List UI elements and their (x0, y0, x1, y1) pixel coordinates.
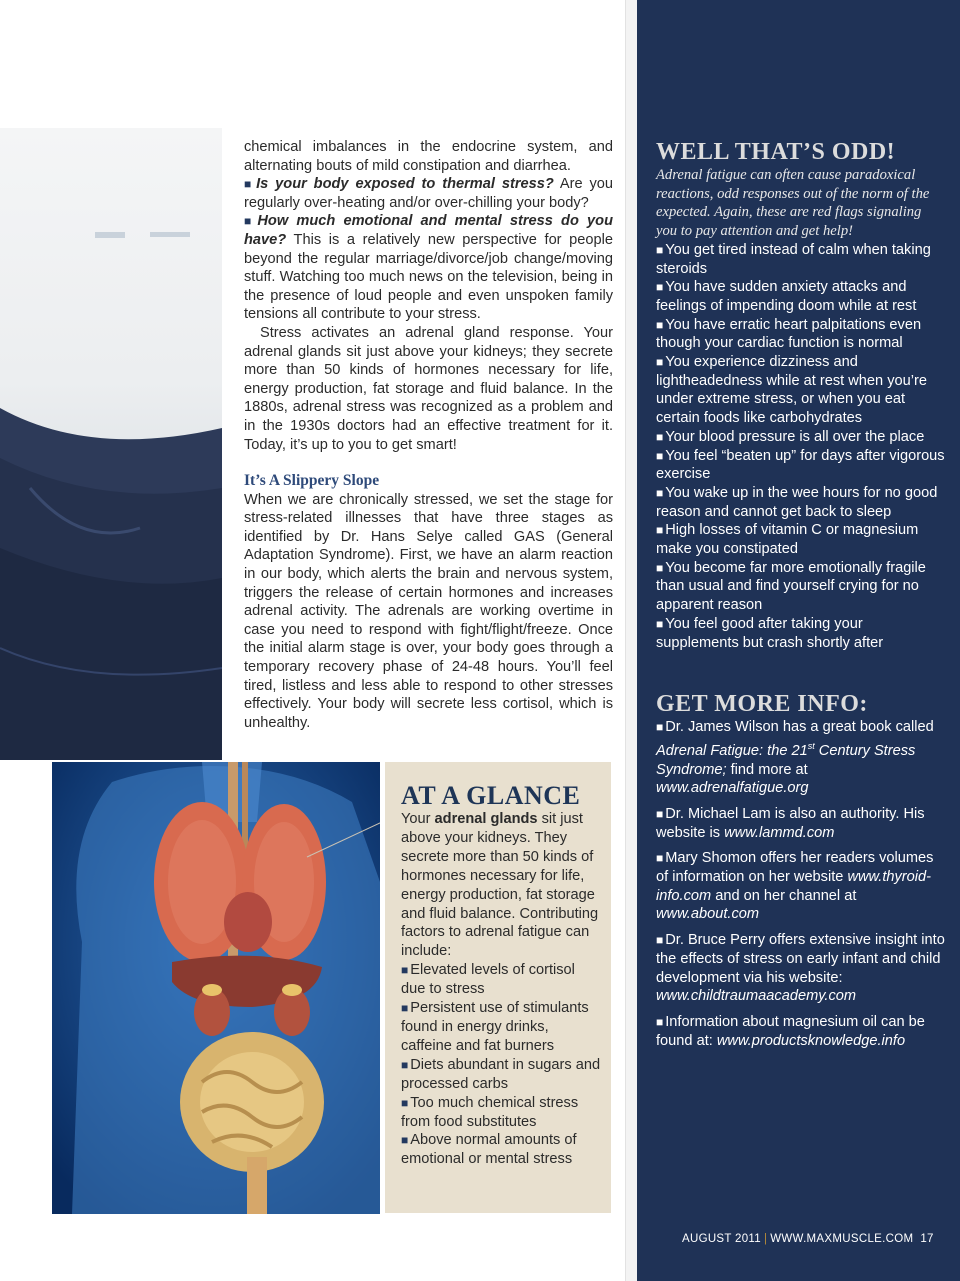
odd-item-text: High losses of vitamin C or magnesium make you constipated (656, 522, 919, 558)
glance-intro-c: sit just above your kidneys. They secrete more than 50 kinds of hormones necessary for life, energy production, fat storage and fluid balance. Contributing factors to adrenal fatigue can include: (401, 811, 599, 960)
bullet-square-icon: ■ (656, 1014, 664, 1029)
bullet-square-icon: ■ (656, 806, 664, 821)
footer-separator: | (763, 1233, 768, 1245)
odd-item-text: You get tired instead of calm when taking steroids (656, 241, 931, 277)
book-title-rest: Century Stress Syndrome; (656, 742, 916, 778)
odd-item-text: You feel good after taking your supplements but crash shortly after (656, 615, 884, 651)
list-item (656, 428, 946, 447)
section-heading: It’s A Slippery Slope (244, 472, 380, 490)
bullet-square-icon: ■ (656, 448, 664, 463)
bullet-square-icon: ■ (656, 280, 664, 295)
odd-intro: Adrenal fatigue can often cause paradoxical reactions, odd responses out of the norm of the expected. Again, these are red flags signaling you to pay attention and get help! (656, 167, 930, 240)
odd-title: WELL THAT’S ODD! (656, 139, 896, 165)
info-item-magnesium (656, 1013, 946, 1050)
bullet-square-icon: ■ (401, 1095, 409, 1110)
bullet-square-icon: ■ (656, 355, 664, 370)
bullet-square-icon: ■ (656, 523, 664, 538)
list-item (656, 615, 946, 652)
list-item (656, 278, 946, 315)
paragraph-stress: Stress activates an adrenal gland response. Your adrenal glands sit just above your kidneys; they secrete more than 50 kinds of hormones necessary for life, energy production, fat storage and fluid balance. In the 1880s, adrenal stress was recognized as a problem and in the 1930s doctors had an effective treatment for it. Today, it’s up to you to get smart! (244, 324, 613, 453)
bullet-square-icon: ■ (401, 1133, 409, 1148)
list-item (656, 521, 946, 558)
info-item-lam (656, 805, 946, 842)
info-text: Dr. Bruce Perry offers extensive insight into the effects of stress on early infant and child development via his website: (656, 932, 945, 986)
paragraph-endocrine: chemical imbalances in the endocrine system, and alternating bouts of mild constipation and diarrhea. (244, 139, 613, 174)
text-emotional: This is a relatively new perspective for people beyond the regular marriage/divorce/job change/moving stuff. Watching too much news on the television, being in the presence of loud people and even unspoken family tensions all contribute to your stress. (244, 231, 613, 323)
list-item (401, 1056, 601, 1094)
page-number: 17 (920, 1233, 934, 1245)
text-thermal: Are you regularly over-heating and/or over-chilling your body? (244, 176, 613, 211)
glance-intro-a: Your (401, 811, 435, 827)
shirt-photo-graphic (0, 128, 222, 760)
link-thyroid-info[interactable]: www.thyroid-info.com (656, 869, 931, 904)
anatomy-illustration (52, 762, 380, 1214)
page-footer (682, 1233, 934, 1245)
paragraph-thermal (244, 175, 613, 212)
book-title: Adrenal Fatigue: the 21 (656, 742, 808, 759)
info-item-wilson (656, 718, 946, 798)
question-thermal: Is your body exposed to thermal stress? (256, 176, 554, 193)
bullet-square-icon: ■ (656, 429, 664, 444)
list-item (401, 999, 601, 1056)
paragraph-emotional (244, 212, 613, 324)
glance-item-text: Elevated levels of cortisol due to stress (401, 962, 575, 998)
info-text: Dr. Michael Lam is also an authority. His website is (656, 805, 925, 841)
link-adrenalfatigue[interactable]: www.adrenalfatigue.org (656, 780, 809, 797)
info-item-shomon (656, 849, 946, 924)
glance-item-text: Above normal amounts of emotional or mental stress (401, 1132, 577, 1168)
bullet-square-icon: ■ (656, 851, 664, 866)
footer-issue: AUGUST 2011 (682, 1233, 761, 1245)
paragraph-slope: When we are chronically stressed, we set the stage for stress-related illnesses that have three stages as identified by Dr. Hans Selye called GAS (General Adaptation Syndrome). First, we have an alarm reaction in our body, which alerts the brain and nervous system, triggers the release of certain hormones and increases adrenal activity. The adrenals are working overtime in case you need to respond with fight/flight/freeze. Once the initial alarm stage is over, your body goes through a temporary recovery phase of 24-48 hours. You’ll feel tired, listless and less able to respond to other stresses effectively. Your body will secrete less cortisol, which is unhealthy. (244, 491, 613, 731)
odd-item-text: You wake up in the wee hours for no good reason and cannot get back to sleep (656, 484, 938, 520)
list-item (401, 961, 601, 999)
info-item-perry (656, 931, 946, 1006)
info-text: Information about magnesium oil can be found at: (656, 1013, 925, 1049)
list-item (656, 484, 946, 521)
bullet-square-icon: ■ (244, 177, 255, 192)
cover-photo (0, 128, 222, 760)
question-emotional: How much emotional and mental stress do you have? (244, 213, 614, 248)
info-title: GET MORE INFO: (656, 691, 868, 718)
bullet-square-icon: ■ (401, 1057, 409, 1072)
odd-item-text: You feel “beaten up” for days after vigorous exercise (656, 447, 945, 483)
bullet-square-icon: ■ (656, 720, 664, 735)
sidebar (637, 0, 960, 1281)
bullet-square-icon: ■ (401, 963, 409, 978)
bullet-square-icon: ■ (656, 317, 664, 332)
bullet-square-icon: ■ (656, 933, 664, 948)
list-item (656, 353, 946, 428)
odd-item-text: You have erratic heart palpitations even though your cardiac function is normal (656, 316, 922, 352)
bullet-square-icon: ■ (244, 214, 256, 229)
bullet-square-icon: ■ (656, 242, 664, 257)
link-productsknowledge[interactable]: www.productsknowledge.info (716, 1032, 906, 1049)
list-item (656, 241, 946, 278)
bullet-square-icon: ■ (656, 485, 664, 500)
info-text: find more at (726, 761, 808, 778)
glance-item-text: Too much chemical stress from food substitutes (401, 1094, 579, 1130)
glance-item-text: Persistent use of stimulants found in energy drinks, caffeine and fat burners (401, 1000, 589, 1054)
info-text: Mary Shomon offers her readers volumes of information on her website (656, 850, 934, 886)
book-title-sup: st (807, 740, 815, 751)
glance-intro (401, 810, 601, 961)
list-item (401, 1094, 601, 1132)
link-childtraumaacademy[interactable]: www.childtraumaacademy.com (656, 988, 857, 1005)
list-item (656, 447, 946, 484)
glance-intro-bold: adrenal glands (434, 811, 538, 827)
odd-item-text: You have sudden anxiety attacks and feelings of impending doom while at rest (656, 279, 917, 314)
link-lammd[interactable]: www.lammd.com (724, 824, 835, 841)
bullet-square-icon: ■ (401, 1001, 409, 1016)
odd-item-text: Your blood pressure is all over the place (665, 428, 925, 445)
odd-item-text: You experience dizziness and lightheadedness while at rest when you’re under extreme stress, or when you eat certain foods like carbohydrates (656, 354, 927, 427)
info-text: and on her channel at (711, 887, 857, 904)
at-a-glance-box (385, 762, 611, 1213)
list-item (656, 316, 946, 353)
footer-site[interactable]: WWW.MAXMUSCLE.COM (770, 1233, 914, 1245)
glance-title: AT A GLANCE (401, 781, 581, 810)
link-about[interactable]: www.about.com (656, 906, 760, 923)
odd-item-text: You become far more emotionally fragile than usual and find yourself crying for no apparent reason (656, 559, 926, 614)
list-item (656, 559, 946, 615)
list-item (401, 1131, 601, 1169)
bullet-square-icon: ■ (656, 560, 664, 575)
bullet-square-icon: ■ (656, 616, 664, 631)
article-body (244, 138, 613, 732)
torso-organs-graphic (52, 762, 380, 1214)
glance-item-text: Diets abundant in sugars and processed carbs (401, 1056, 601, 1092)
info-text: Dr. James Wilson has a great book called (665, 719, 934, 736)
